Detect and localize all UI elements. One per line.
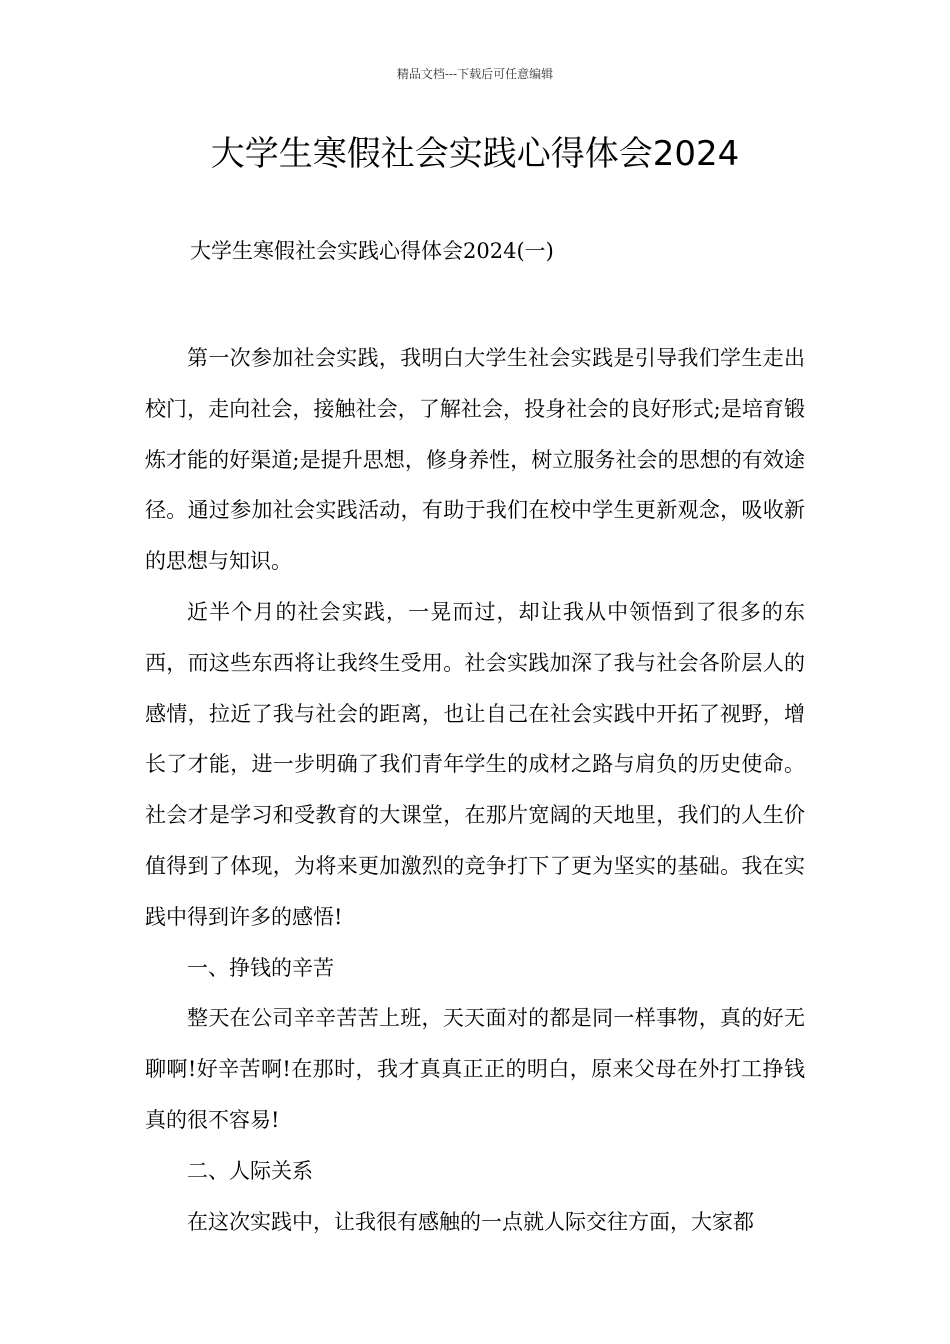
document-body (145, 333, 805, 1247)
document-title: 大学生寒假社会实践心得体会2024 (210, 134, 740, 174)
paragraph: 第一次参加社会实践，我明白大学生社会实践是引导我们学生走出校门，走向社会，接触社会，了解社会，投身社会的良好形式;是培育锻炼才能的好渠道;是提升思想，修身养性，树立服务社会的思想的有效途径。通过参加社会实践活动，有助于我们在校中学生更新观念，吸收新的思想与知识。 (145, 346, 805, 574)
document-subtitle: 大学生寒假社会实践心得体会2024(一) (190, 239, 554, 263)
header-note: 精品文档---下载后可任意编辑 (396, 67, 554, 81)
paragraph: 近半个月的社会实践，一晃而过，却让我从中领悟到了很多的东西，而这些东西将让我终生受用。社会实践加深了我与社会各阶层人的感情，拉近了我与社会的距离，也让自己在社会实践中开拓了视野，增长了才能，进一步明确了我们青年学生的成材之路与肩负的历史使命。社会才是学习和受教育的大课堂，在那片宽阔的天地里，我们的人生价值得到了体现，为将来更加激烈的竞争打下了更为坚实的基础。我在实践中得到许多的感悟! (145, 599, 805, 929)
paragraph: 整天在公司辛辛苦苦上班，天天面对的都是同一样事物，真的好无聊啊!好辛苦啊!在那时，我才真真正正的明白，原来父母在外打工挣钱真的很不容易! (145, 1006, 805, 1132)
paragraph: 在这次实践中，让我很有感触的一点就人际交往方面，大家都 (187, 1209, 754, 1234)
section-heading: 二、人际关系 (187, 1158, 313, 1183)
section-heading: 一、挣钱的辛苦 (187, 955, 334, 980)
